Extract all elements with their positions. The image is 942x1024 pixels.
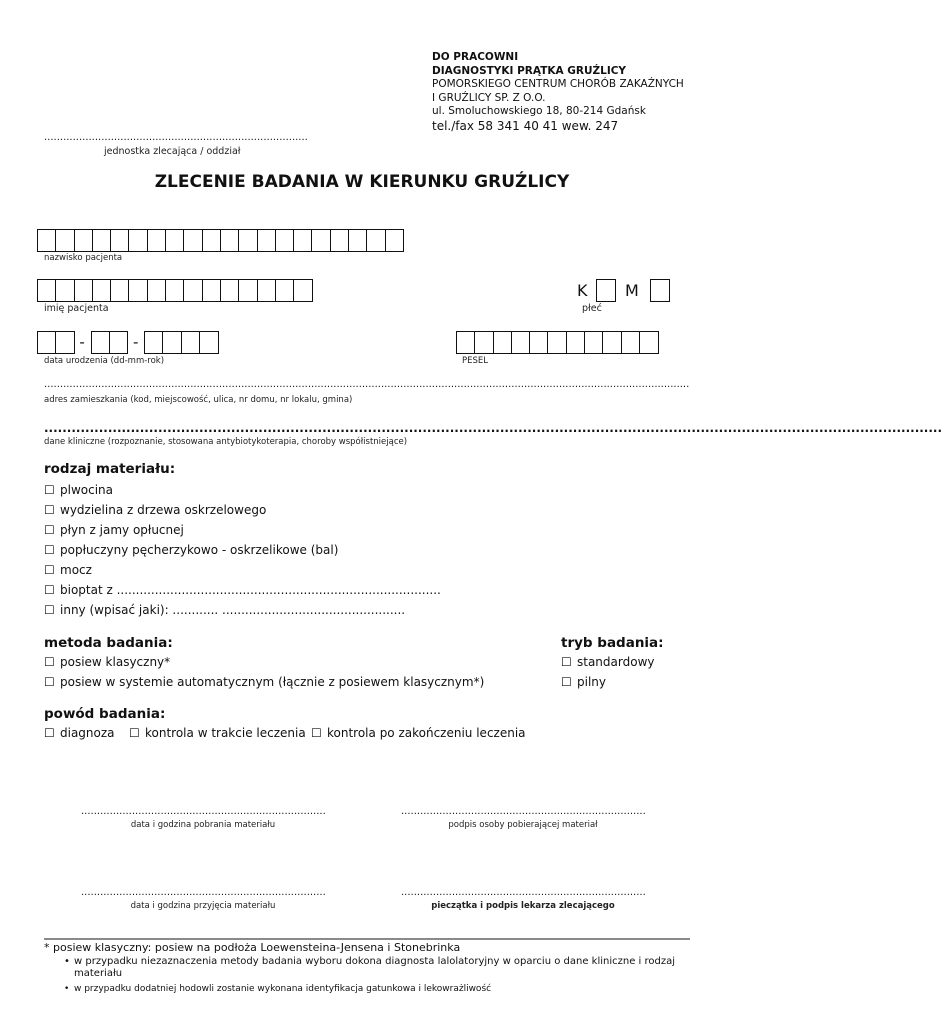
firstname-boxes[interactable]: [37, 279, 311, 302]
option-label: bioptat z .....................................................................................: [60, 583, 441, 597]
mode-option-urgent[interactable]: [561, 675, 606, 689]
checkbox-icon[interactable]: ☐: [561, 655, 572, 669]
surname-label: nazwisko pacjenta: [44, 253, 123, 263]
pesel-box[interactable]: [511, 331, 531, 354]
material-title: rodzaj materiału:: [44, 461, 176, 477]
firstname-box[interactable]: [128, 279, 148, 302]
mode-option-standard[interactable]: [561, 655, 654, 669]
surname-box[interactable]: [55, 229, 75, 252]
unit-field[interactable]: ...................................................................................: [44, 132, 308, 143]
surname-box[interactable]: [110, 229, 130, 252]
surname-box[interactable]: [147, 229, 167, 252]
checkbox-icon[interactable]: ☐: [129, 726, 140, 740]
reason-option-during-treatment[interactable]: [129, 726, 306, 740]
collector-signature-label: podpis osoby pobierającej materiał: [448, 820, 598, 830]
checkbox-icon[interactable]: ☐: [44, 503, 55, 517]
pesel-box[interactable]: [529, 331, 549, 354]
firstname-box[interactable]: [238, 279, 258, 302]
firstname-box[interactable]: [257, 279, 277, 302]
recipient-line-3: POMORSKIEGO CENTRUM CHORÓB ZAKAŹNYCH: [432, 78, 684, 90]
option-label: płyn z jamy opłucnej: [60, 523, 184, 537]
firstname-box[interactable]: [74, 279, 94, 302]
firstname-box[interactable]: [275, 279, 295, 302]
dob-day-box[interactable]: [55, 331, 75, 354]
pesel-box[interactable]: [474, 331, 494, 354]
dob-boxes[interactable]: [37, 331, 217, 354]
surname-box[interactable]: [183, 229, 203, 252]
surname-box[interactable]: [257, 229, 277, 252]
dob-separator: -: [79, 333, 85, 351]
footnote-bullet-2-text: w przypadku dodatniej hodowli zostanie wykonana identyfikacja gatunkowa i lekowrażliwość: [74, 984, 492, 994]
dob-separator: -: [132, 333, 139, 351]
footnote-bullet-1-text-a: w przypadku niezaznaczenia metody badania wyboru dokona diagnosta lalolatoryjny w oparciu o dane kliniczne i rodzaj: [74, 956, 676, 967]
firstname-box[interactable]: [110, 279, 130, 302]
surname-box[interactable]: [220, 229, 240, 252]
pesel-box[interactable]: [456, 331, 476, 354]
option-label: posiew klasyczny*: [60, 655, 171, 669]
sex-m-box[interactable]: [650, 279, 670, 302]
page-title: ZLECENIE BADANIA W KIERUNKU GRUŹLICY: [154, 172, 570, 192]
option-label: wydzielina z drzewa oskrzelowego: [60, 503, 267, 517]
dob-year-box[interactable]: [199, 331, 219, 354]
surname-box[interactable]: [37, 229, 57, 252]
option-label: plwocina: [60, 483, 113, 497]
surname-box[interactable]: [275, 229, 295, 252]
footer-divider: [44, 938, 690, 940]
collection-date-field[interactable]: .............................................................................: [81, 806, 326, 817]
pesel-box[interactable]: [639, 331, 659, 354]
unit-label: jednostka zlecająca / oddział: [104, 146, 241, 157]
method-option-automatic[interactable]: [44, 675, 484, 689]
collector-signature-field[interactable]: .............................................................................: [401, 806, 646, 817]
firstname-box[interactable]: [183, 279, 203, 302]
checkbox-icon[interactable]: ☐: [44, 543, 55, 557]
pesel-box[interactable]: [547, 331, 567, 354]
dob-day-box[interactable]: [37, 331, 57, 354]
surname-box[interactable]: [311, 229, 331, 252]
option-label: kontrola po zakończeniu leczenia: [327, 726, 526, 740]
recipient-line-5: ul. Smoluchowskiego 18, 80-214 Gdańsk: [432, 105, 646, 117]
option-label: diagnoza: [60, 726, 115, 740]
firstname-label: imię pacjenta: [44, 303, 109, 314]
material-option-sputum[interactable]: [44, 483, 113, 497]
dob-month-box[interactable]: [109, 331, 129, 354]
checkbox-icon[interactable]: ☐: [44, 563, 55, 577]
pesel-box[interactable]: [584, 331, 604, 354]
dob-month-box[interactable]: [91, 331, 111, 354]
footnote-bullet-2: [64, 983, 694, 995]
footnote-bullet-1-continued: materiału: [74, 968, 123, 979]
doctor-stamp-label: pieczątka i podpis lekarza zlecającego: [431, 901, 615, 911]
firstname-box[interactable]: [202, 279, 222, 302]
material-option-other[interactable]: [44, 603, 405, 617]
firstname-box[interactable]: [165, 279, 185, 302]
surname-box[interactable]: [238, 229, 258, 252]
recipient-phone: tel./fax 58 341 40 41 wew. 247: [432, 118, 619, 133]
receipt-date-label: data i godzina przyjęcia materiału: [130, 901, 276, 911]
option-label: inny (wpisać jaki): ............ ................................................: [60, 603, 406, 617]
surname-box[interactable]: [330, 229, 350, 252]
surname-box[interactable]: [385, 229, 405, 252]
footnote-classic: * posiew klasyczny: posiew na podłoża Loewensteina-Jensena i Stonebrinka: [44, 941, 461, 954]
collection-date-label: data i godzina pobrania materiału: [130, 820, 276, 830]
material-option-biopsy[interactable]: [44, 583, 441, 597]
method-title: metoda badania:: [44, 635, 173, 651]
option-label: pilny: [577, 675, 606, 689]
address-label: adres zamieszkania (kod, miejscowość, ulica, nr domu, nr lokalu, gmina): [44, 395, 353, 405]
pesel-box[interactable]: [602, 331, 622, 354]
surname-box[interactable]: [293, 229, 313, 252]
footnotes: [44, 942, 694, 995]
receipt-date-field[interactable]: .............................................................................: [81, 887, 326, 898]
method-option-classic[interactable]: [44, 655, 170, 669]
material-option-bal[interactable]: [44, 543, 338, 557]
dob-year-box[interactable]: [181, 331, 201, 354]
footnote-bullet-1: [64, 956, 694, 968]
firstname-box[interactable]: [92, 279, 112, 302]
checkbox-icon[interactable]: ☐: [561, 675, 572, 689]
firstname-box[interactable]: [37, 279, 57, 302]
dob-year-box[interactable]: [162, 331, 182, 354]
sex-k-label: K: [577, 281, 588, 300]
sex-m-label: M: [625, 281, 639, 300]
surname-box[interactable]: [165, 229, 185, 252]
surname-box[interactable]: [202, 229, 222, 252]
surname-boxes[interactable]: [37, 229, 403, 252]
pesel-box[interactable]: [621, 331, 641, 354]
firstname-box[interactable]: [55, 279, 75, 302]
surname-box[interactable]: [348, 229, 368, 252]
firstname-box[interactable]: [293, 279, 313, 302]
checkbox-icon[interactable]: ☐: [44, 483, 55, 497]
bullet-icon: •: [64, 984, 70, 994]
material-option-pleural[interactable]: [44, 523, 184, 537]
address-field[interactable]: ...........................................................................................................................................................................................................: [44, 379, 690, 390]
checkbox-icon[interactable]: ☐: [44, 655, 55, 669]
checkbox-icon[interactable]: ☐: [44, 675, 55, 689]
sex-k-box[interactable]: [596, 279, 616, 302]
bullet-icon: •: [64, 956, 70, 967]
surname-box[interactable]: [74, 229, 94, 252]
sex-label: płeć: [582, 303, 602, 314]
surname-box[interactable]: [366, 229, 386, 252]
dob-label: data urodzenia (dd-mm-rok): [44, 356, 165, 366]
doctor-stamp-field[interactable]: .............................................................................: [401, 887, 646, 898]
pesel-label: PESEL: [462, 356, 488, 366]
option-label: kontrola w trakcie leczenia: [145, 726, 306, 740]
firstname-box[interactable]: [220, 279, 240, 302]
checkbox-icon[interactable]: ☐: [44, 583, 55, 597]
pesel-box[interactable]: [566, 331, 586, 354]
reason-option-diagnosis[interactable]: [44, 726, 115, 740]
clinical-field[interactable]: .....................................................................................................................................................................................................: [44, 421, 942, 435]
recipient-line-2: DIAGNOSTYKI PRĄTKA GRUŹLICY: [432, 64, 627, 77]
material-option-bronchial[interactable]: [44, 503, 266, 517]
mode-title: tryb badania:: [561, 635, 664, 651]
option-label: mocz: [60, 563, 92, 577]
dob-year-box[interactable]: [144, 331, 164, 354]
pesel-box[interactable]: [493, 331, 513, 354]
option-label: popłuczyny pęcherzykowo - oskrzelikowe (bal): [60, 543, 339, 557]
checkbox-icon[interactable]: ☐: [44, 523, 55, 537]
surname-box[interactable]: [92, 229, 112, 252]
checkbox-icon[interactable]: ☐: [311, 726, 322, 740]
reason-title: powód badania:: [44, 706, 166, 722]
option-label: standardowy: [577, 655, 655, 669]
recipient-line-4: I GRUŹLICY SP. Z O.O.: [432, 91, 546, 104]
option-label: posiew w systemie automatycznym (łącznie z posiewem klasycznym*): [60, 675, 485, 689]
checkbox-icon[interactable]: ☐: [44, 726, 55, 740]
checkbox-icon[interactable]: ☐: [44, 603, 55, 617]
recipient-line-1: DO PRACOWNI: [432, 51, 519, 63]
surname-box[interactable]: [128, 229, 148, 252]
reason-option-after-treatment[interactable]: [311, 726, 526, 740]
material-option-urine[interactable]: [44, 563, 92, 577]
clinical-label: dane kliniczne (rozpoznanie, stosowana antybiotykoterapia, choroby współistniejące): [44, 437, 408, 447]
firstname-box[interactable]: [147, 279, 167, 302]
recipient-address: [432, 51, 684, 134]
pesel-boxes[interactable]: [456, 331, 657, 354]
